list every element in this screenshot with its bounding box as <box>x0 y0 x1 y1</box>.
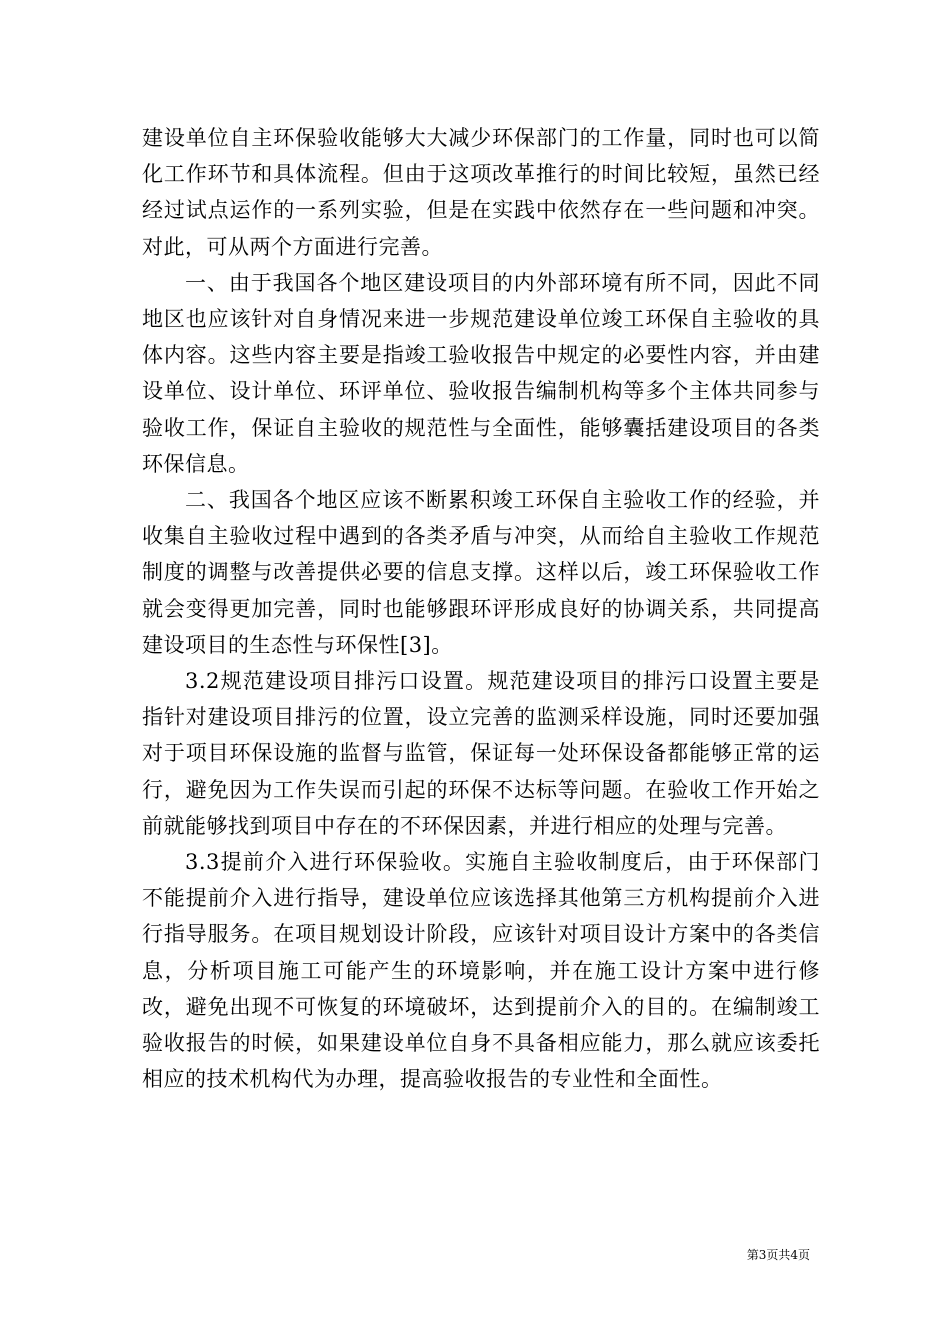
paragraph-continuation: 建设单位自主环保验收能够大大减少环保部门的工作量，同时也可以简化工作环节和具体流程。但由于这项改革推行的时间比较短，虽然已经经过试点运作的一系列实验，但是在实践中依然存在一些问题和冲突。对此，可从两个方面进行完善。 <box>142 126 820 259</box>
paragraph-section-3-3: 3.3提前介入进行环保验收。实施自主验收制度后，由于环保部门不能提前介入进行指导，建设单位应该选择其他第三方机构提前介入进行指导服务。在项目规划设计阶段，应该针对项目设计方案中的各类信息，分析项目施工可能产生的环境影响，并在施工设计方案中进行修改，避免出现不可恢复的环境破坏，达到提前介入的目的。在编制竣工验收报告的时候，如果建设单位自身不具备相应能力，那么就应该委托相应的技术机构代为办理，提高验收报告的专业性和全面性。 <box>142 850 820 1092</box>
document-body <box>142 120 820 1097</box>
paragraph-point-two: 二、我国各个地区应该不断累积竣工环保自主验收工作的经验，并收集自主验收过程中遇到的各类矛盾与冲突，从而给自主验收工作规范制度的调整与改善提供必要的信息支撑。这样以后，竣工环保验收工作就会变得更加完善，同时也能够跟环评形成良好的协调关系，共同提高建设项目的生态性与环保性[3]。 <box>142 488 820 657</box>
paragraph-section-3-2: 3.2规范建设项目排污口设置。规范建设项目的排污口设置主要是指针对建设项目排污的位置，设立完善的监测采样设施，同时还要加强对于项目环保设施的监督与监管，保证每一处环保设备都能够正常的运行，避免因为工作失误而引起的环保不达标等问题。在验收工作开始之前就能够找到项目中存在的不环保因素，并进行相应的处理与完善。 <box>142 669 820 838</box>
paragraph-point-one: 一、由于我国各个地区建设项目的内外部环境有所不同，因此不同地区也应该针对自身情况来进一步规范建设单位竣工环保自主验收的具体内容。这些内容主要是指竣工验收报告中规定的必要性内容，并由建设单位、设计单位、环评单位、验收报告编制机构等多个主体共同参与验收工作，保证自主验收的规范性与全面性，能够囊括建设项目的各类环保信息。 <box>142 270 820 476</box>
page-number-footer: 第3页共4页 <box>746 1248 810 1262</box>
